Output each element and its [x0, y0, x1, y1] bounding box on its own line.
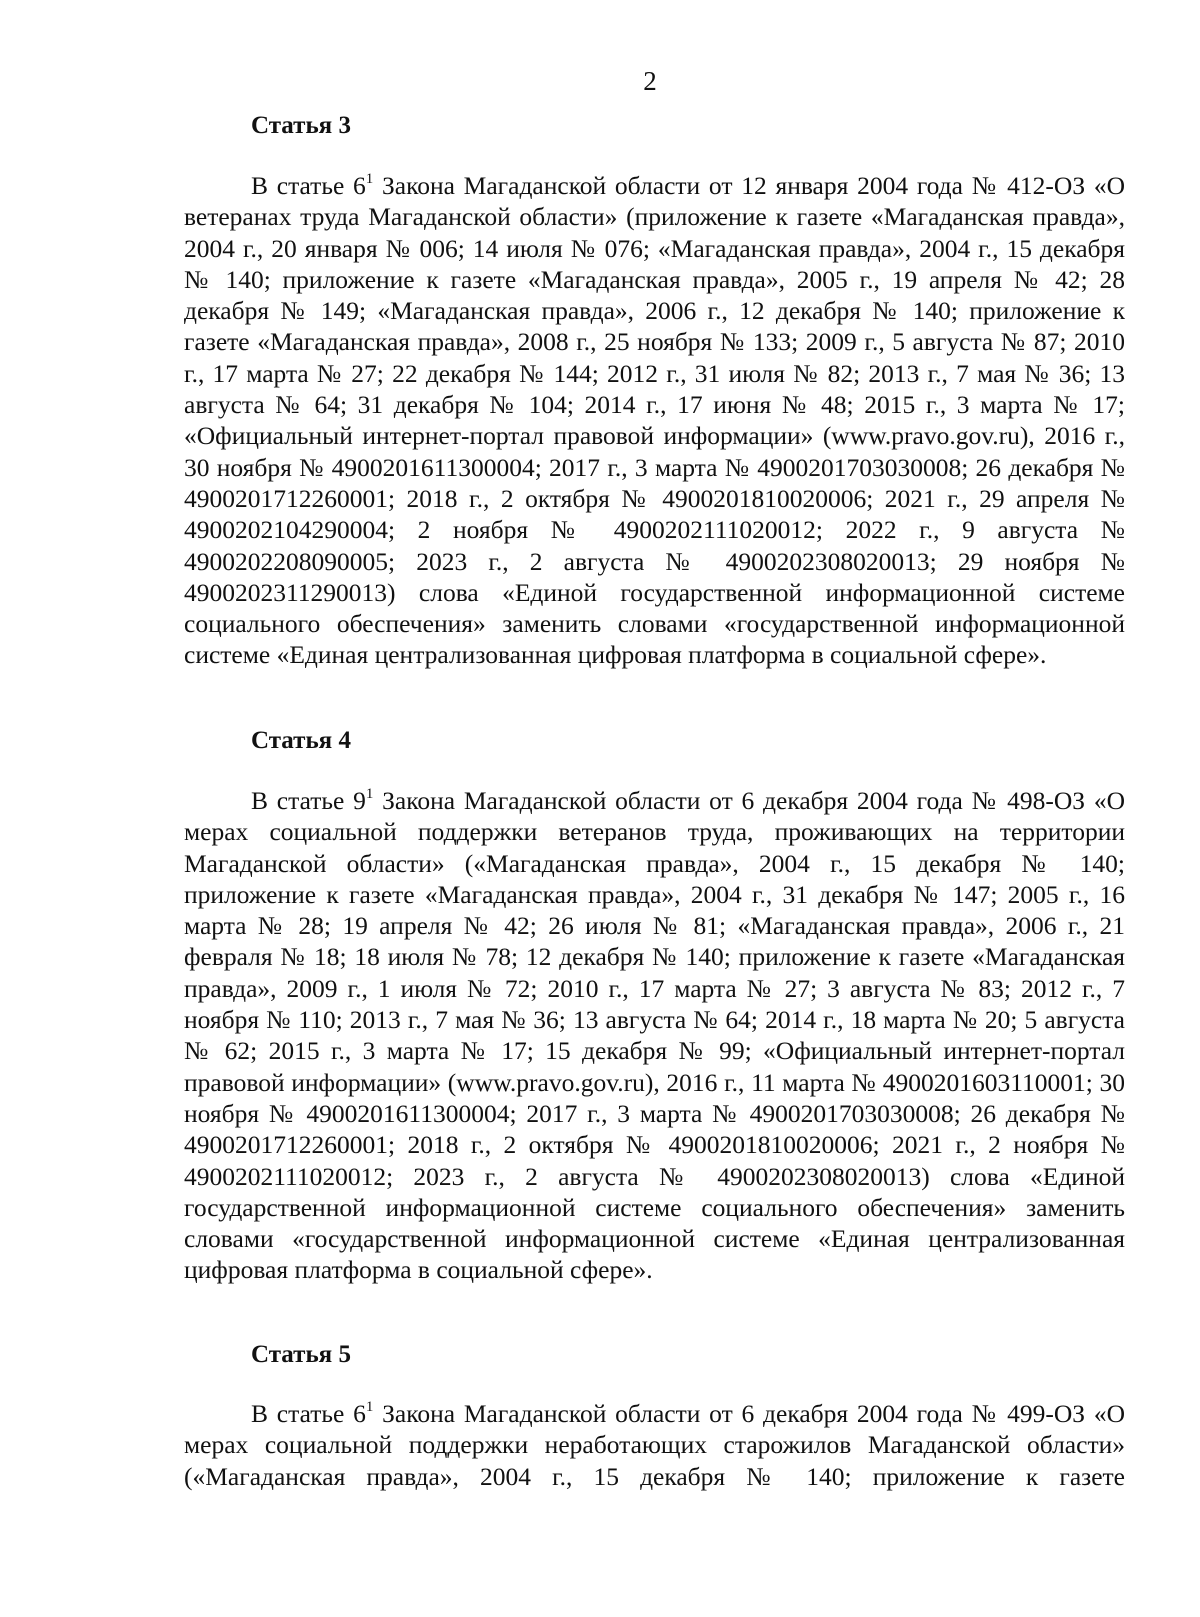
article-3-heading: Статья 3 — [251, 112, 351, 139]
article-3-text: Закона Магаданской области от 12 января 2004 года № 412-ОЗ «О ветеранах труда Магаданской области» (приложение к газете «Магаданская правда», 2004 г., 20 января № 006; 14 июля № 076; «Магаданская правда», 2004 г., 15 декабря № 140; приложение к газете «Магаданская правда», 2005 г., 19 апреля № 42; 28 декабря № 149; «Магаданская правда», 2006 г., 12 декабря № 140; приложение к газете «Магаданская правда», 2008 г., 25 ноября № 133; 2009 г., 5 августа № 87; 2010 г., 17 марта № 27; 22 декабря № 144; 2012 г., 31 июля № 82; 2013 г., 7 мая № 36; 13 августа № 64; 31 декабря № 104; 2014 г., 17 июня № 48; 2015 г., 3 марта № 17; «Официальный интернет-портал правовой информации» (www.pravo.gov.ru), 2016 г., 30 ноября № 4900201611300004; 2017 г., 3 марта № 4900201703030008; 26 декабря № 4900201712260001; 2018 г., 2 октября № 4900201810020006; 2021 г., 29 апреля № 4900202104290004; 2 ноября № 4900202111020012; 2022 г., 9 августа № 4900202208090005; 2023 г., 2 августа № 4900202308020013; 29 ноября № 4900202311290013) слова «Единой государственной информационной системе социального обеспечения» заменить словами «государственной информационной системе «Единая централизованная цифровая платформа в социальной сфере». — [184, 171, 1126, 670]
article-4-heading: Статья 4 — [251, 727, 351, 754]
article-5-text: Закона Магаданской области от 6 декабря 2004 года № 499-ОЗ «О мерах социальной поддержки неработающих старожилов Магаданской области» («Магаданская правда», 2004 г., 15 декабря № 140; приложение к газете — [184, 1399, 1126, 1491]
article-3-paragraph — [184, 170, 1125, 671]
article-5-paragraph — [184, 1398, 1125, 1492]
article-4-text: Закона Магаданской области от 6 декабря 2004 года № 498-ОЗ «О мерах социальной поддержки ветеранов труда, проживающих на территории Магаданской области» («Магаданская правда», 2004 г., 15 декабря № 140; приложение к газете «Магаданская правда», 2004 г., 31 декабря № 147; 2005 г., 16 марта № 28; 19 апреля № 42; 26 июля № 81; «Магаданская правда», 2006 г., 21 февраля № 18; 18 июля № 78; 12 декабря № 140; приложение к газете «Магаданская правда», 2009 г., 1 июля № 72; 2010 г., 17 марта № 27; 3 августа № 83; 2012 г., 7 ноября № 110; 2013 г., 7 мая № 36; 13 августа № 64; 2014 г., 18 марта № 20; 5 августа № 62; 2015 г., 3 марта № 17; 15 декабря № 99; «Официальный интернет-портал правовой информации» (www.pravo.gov.ru), 2016 г., 11 марта № 4900201603110001; 30 ноября № 4900201611300004; 2017 г., 3 марта № 4900201703030008; 26 декабря № 4900201712260001; 2018 г., 2 октября № 4900201810020006; 2021 г., 2 ноября № 4900202111020012; 2023 г., 2 августа № 4900202308020013) слова «Единой государственной информационной системе социального обеспечения» заменить словами «государственной информационной системе «Единая централизованная цифровая платформа в социальной сфере». — [184, 786, 1126, 1285]
article-3-superscript: 1 — [365, 170, 374, 187]
page-number: 2 — [643, 66, 657, 96]
article-3-intro: В статье 6 — [251, 171, 366, 200]
article-5-superscript: 1 — [365, 1398, 374, 1415]
article-5-heading: Статья 5 — [251, 1341, 351, 1368]
article-4-intro: В статье 9 — [251, 786, 366, 815]
article-4-paragraph — [184, 785, 1125, 1286]
article-5-intro: В статье 6 — [251, 1399, 366, 1428]
article-4-superscript: 1 — [365, 785, 374, 802]
